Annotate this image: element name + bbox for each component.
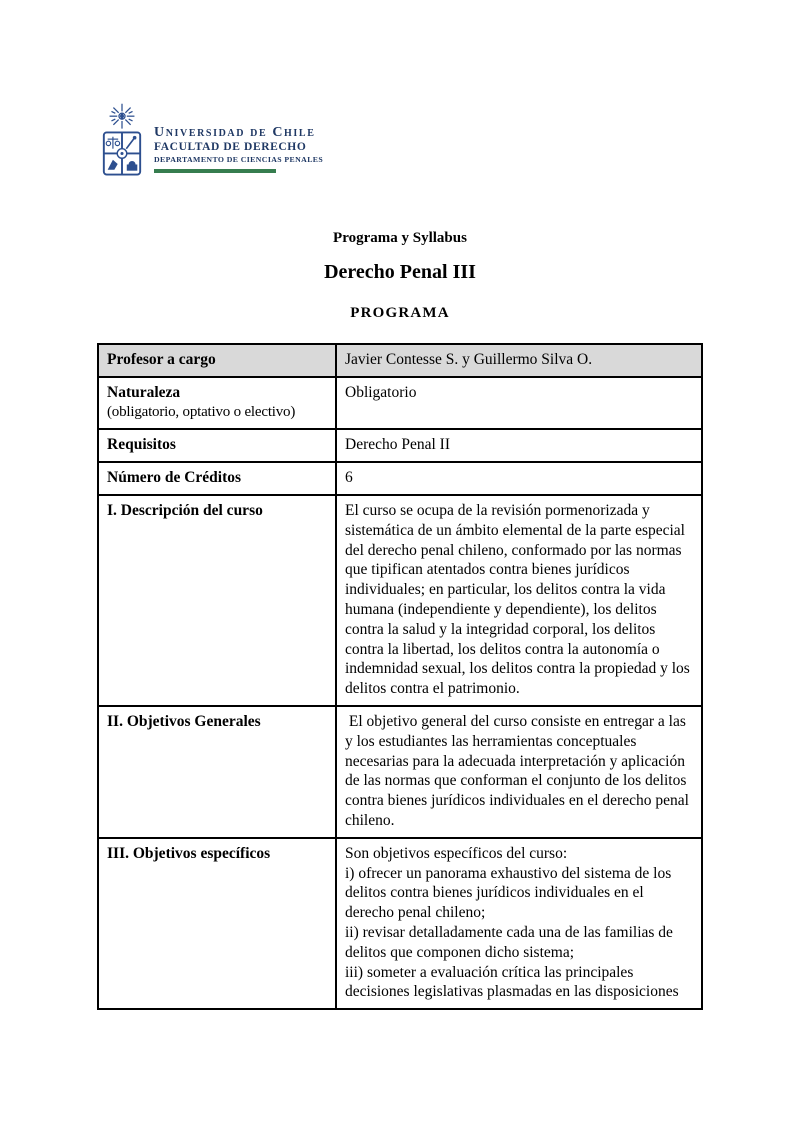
row-value-text: Javier Contesse S. y Guillermo Silva O. — [345, 351, 593, 368]
program-table — [97, 343, 703, 1010]
logo-underline-bar — [154, 169, 276, 173]
row-value-cell — [336, 377, 702, 430]
table-row-numero-de-creditos — [98, 462, 702, 495]
row-value-cell — [336, 462, 702, 495]
row-label-note: (obligatorio, optativo o electivo) — [107, 403, 296, 420]
logo-faculty-name: FACULTAD DE DERECHO — [154, 141, 307, 154]
row-value-cell — [336, 429, 702, 462]
row-value-text: El curso se ocupa de la revisión pormenorizada y sistemática de un ámbito elemental de la parte especial del derecho penal chileno, conformado por las normas que tipifican atentados contra bienes jurídicos individuales; en particular, los delitos contra la vida humana (independiente y dependiente), los delitos contra la salud y la integridad corporal, los delitos contra la libertad, los delitos contra la autonomía o indemnidad sexual, los delitos contra la propiedad y los delitos contra el patrimonio. — [345, 501, 694, 698]
program-table-body — [98, 344, 702, 1009]
document-title: Derecho Penal III — [324, 261, 476, 283]
row-value-text: 6 — [345, 469, 353, 487]
table-row-objetivos-especificos — [98, 838, 702, 1009]
row-label: I. Descripción del curso — [107, 501, 263, 519]
row-label: Número de Créditos — [107, 469, 242, 487]
row-label: Profesor a cargo — [107, 351, 216, 368]
row-value-text: Son objetivos específicos del curso: — [345, 844, 568, 862]
row-label-cell — [98, 462, 336, 495]
row-label: Naturaleza — [107, 383, 181, 401]
row-label-cell — [98, 838, 336, 1009]
document-subtitle: Programa y Syllabus — [333, 230, 467, 246]
row-value-text: i) ofrecer un panorama exhaustivo del sistema de los delitos contra bienes jurídicos individuales en el derecho penal chileno; — [345, 864, 676, 922]
university-crest-icon — [100, 103, 144, 186]
row-value-cell — [336, 344, 702, 377]
row-value-text: Obligatorio — [345, 383, 417, 401]
table-row-profesor-a-cargo — [98, 344, 702, 377]
table-row-naturaleza — [98, 377, 702, 430]
table-row-requisitos — [98, 429, 702, 462]
row-label-cell — [98, 429, 336, 462]
table-row-descripcion-del-curso — [98, 495, 702, 706]
table-row-objetivos-generales — [98, 706, 702, 838]
row-value-cell — [336, 495, 702, 706]
row-label-cell — [98, 377, 336, 430]
university-logo — [100, 103, 323, 186]
logo-text-block — [154, 103, 323, 173]
row-label: Requisitos — [107, 436, 176, 454]
row-value-text: Derecho Penal II — [345, 436, 451, 454]
section-heading: PROGRAMA — [350, 305, 450, 321]
row-value-cell — [336, 838, 702, 1009]
row-label-cell — [98, 495, 336, 706]
row-value-text: iii) someter a evaluación crítica las principales decisiones legislativas plasmadas en las disposiciones — [345, 963, 679, 1001]
row-value-cell — [336, 706, 702, 838]
logo-department-name: DEPARTAMENTO DE CIENCIAS PENALES — [154, 154, 324, 164]
row-label: III. Objetivos específicos — [107, 844, 271, 862]
row-value-text: ii) revisar detalladamente cada una de las familias de delitos que componen dicho sistema; — [345, 923, 677, 961]
row-label-cell — [98, 344, 336, 377]
logo-university-name: Universidad de Chile — [154, 125, 316, 140]
row-value-text: El objetivo general del curso consiste en entregar a las y los estudiantes las herramientas conceptuales necesarias para la adecuada interpretación y aplicación de las normas que conforman el conjunto de los delitos contra bienes jurídicos individuales en el derecho penal chileno. — [345, 712, 693, 829]
row-label-cell — [98, 706, 336, 838]
row-label: II. Objetivos Generales — [107, 712, 261, 730]
